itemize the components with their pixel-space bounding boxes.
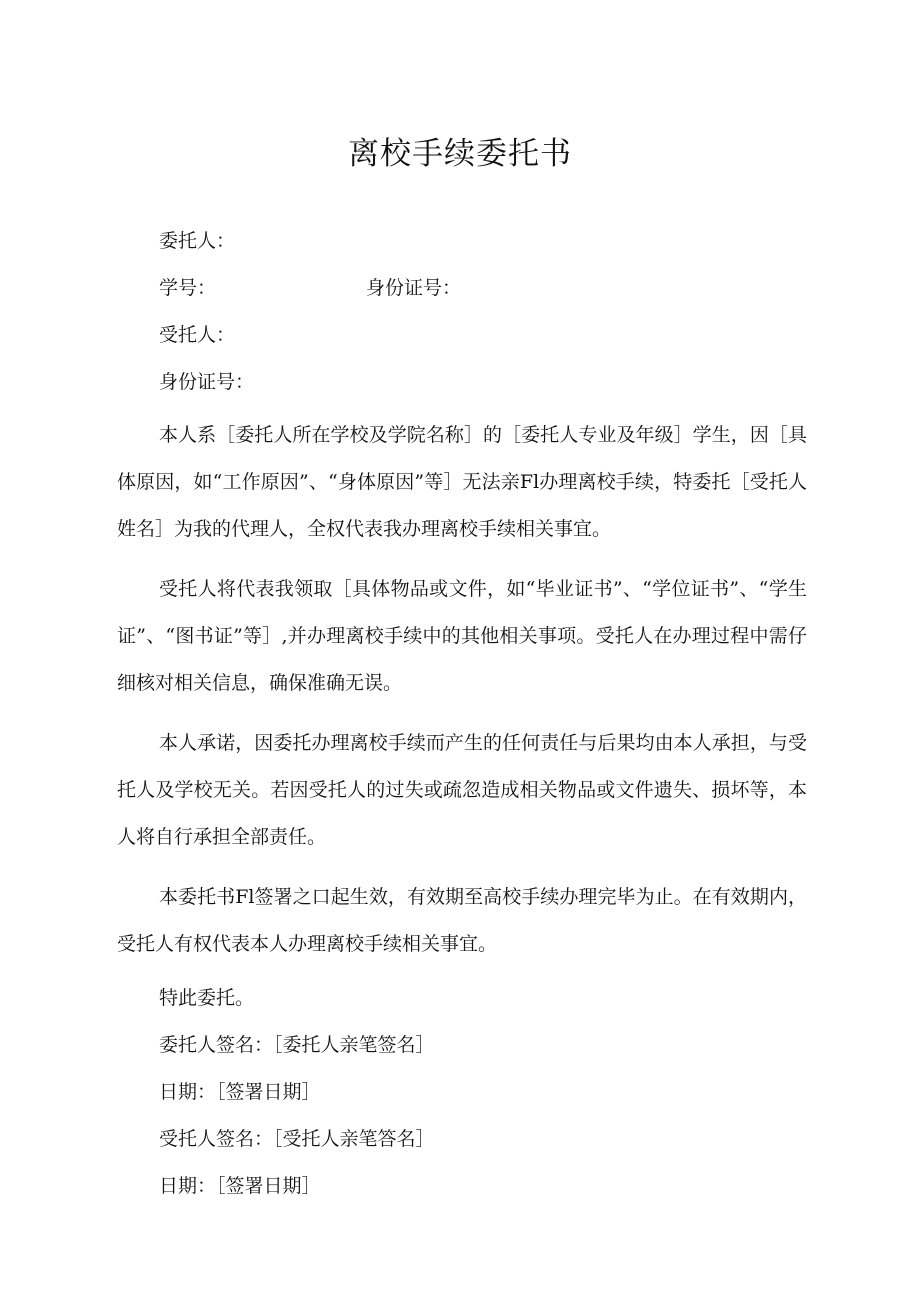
student-id-field: 学号： (159, 277, 217, 299)
principal-signature: 委托人签名：［委托人亲笔签名］ (159, 1034, 435, 1056)
document-body (117, 224, 807, 1216)
id-row (117, 271, 807, 305)
agent-field: 受托人： (159, 324, 236, 346)
agent-signature: 受托人签名：［受托人亲笔答名］ (159, 1128, 435, 1150)
paragraph-responsibility: 本人承诺，因委托办理离校手续而产生的任何责任与后果均由本人承担，与受托人及学校无关。若因受托人的过失或疏忽造成相关物品或文件遗失、损坏等，本人将自行承担全部责任。 (117, 732, 807, 848)
agent-date: 日期：［签署日期］ (159, 1175, 321, 1197)
document-title: 离校手续委托书 (348, 136, 572, 172)
principal-date: 日期：［签署日期］ (159, 1081, 321, 1103)
principal-field: 委托人： (159, 230, 236, 252)
agent-id-number-field: 身份证号： (159, 371, 255, 393)
id-number-field: 身份证号： (366, 277, 462, 299)
paragraph-reason: 本人系［委托人所在学校及学院名称］的［委托人专业及年级］学生，因［具体原因，如“工作原因”、“身体原因”等］无法亲Fl办理离校手续，特委托［受托人姓名］为我的代理人，全权代表我办理离校手续相关事宜。 (117, 424, 807, 540)
paragraph-validity: 本委托书Fl签署之口起生效，有效期至高校手续办理完毕为止。在有效期内，受托人有权代表本人办理离校手续相关事宜。 (117, 886, 807, 955)
paragraph-items: 受托人将代表我领取［具体物品或文件，如“毕业证书”、“学位证书”、“学生证”、“图书证”等］,并办理离校手续中的其他相关事项。受托人在办理过程中需仔细核对相关信息，确保准确无误。 (117, 578, 807, 694)
closing-text: 特此委托。 (159, 987, 255, 1009)
